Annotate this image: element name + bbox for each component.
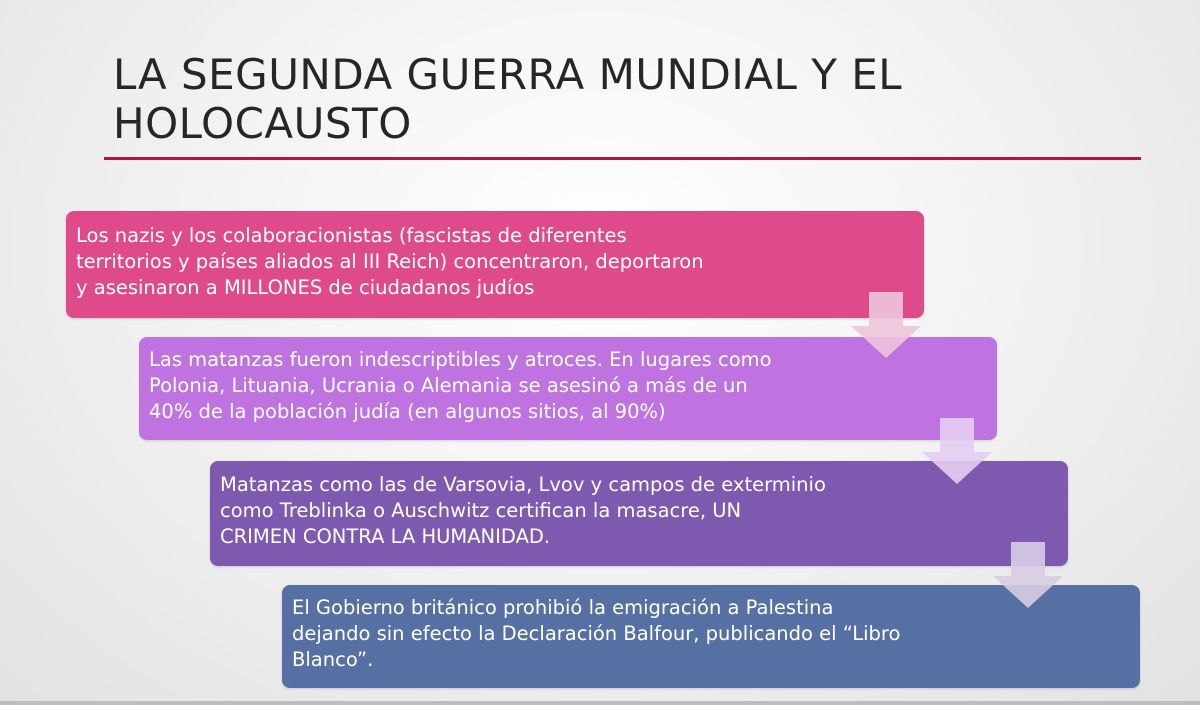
- process-step-1: [66, 211, 924, 318]
- step-4-line-3: Blanco”.: [292, 648, 374, 671]
- slide-bottom-edge: [0, 701, 1200, 705]
- step-1-line-1: Los nazis y los colaboracionistas (fascistas de diferentes: [76, 224, 627, 247]
- title-underline: [104, 157, 1141, 160]
- step-1-line-2: territorios y países aliados al III Reich) concentraron, deportaron: [76, 250, 704, 273]
- step-2-line-1: Las matanzas fueron indescriptibles y atroces. En lugares como: [149, 348, 772, 371]
- title-line-2: HOLOCAUSTO: [113, 99, 412, 148]
- step-4-line-2: dejando sin efecto la Declaración Balfour, publicando el “Libro: [292, 622, 901, 645]
- title-line-1: LA SEGUNDA GUERRA MUNDIAL Y EL: [113, 50, 903, 99]
- slide-title: [113, 50, 1113, 148]
- step-2-line-3: 40% de la población judía (en algunos sitios, al 90%): [149, 400, 666, 423]
- step-3-line-1: Matanzas como las de Varsovia, Lvov y campos de exterminio: [220, 473, 826, 496]
- step-3-line-2: como Treblinka o Auschwitz certifican la masacre, UN: [220, 499, 742, 522]
- step-3-line-3: CRIMEN CONTRA LA HUMANIDAD.: [220, 525, 551, 548]
- step-4-line-1: El Gobierno británico prohibió la emigración a Palestina: [292, 596, 834, 619]
- step-2-line-2: Polonia, Lituania, Ucrania o Alemania se asesinó a más de un: [149, 374, 748, 397]
- down-arrow-icon: [993, 542, 1063, 608]
- step-1-line-3: y asesinaron a MILLONES de ciudadanos judíos: [76, 276, 535, 299]
- down-arrow-icon: [851, 292, 921, 358]
- down-arrow-icon: [922, 418, 992, 484]
